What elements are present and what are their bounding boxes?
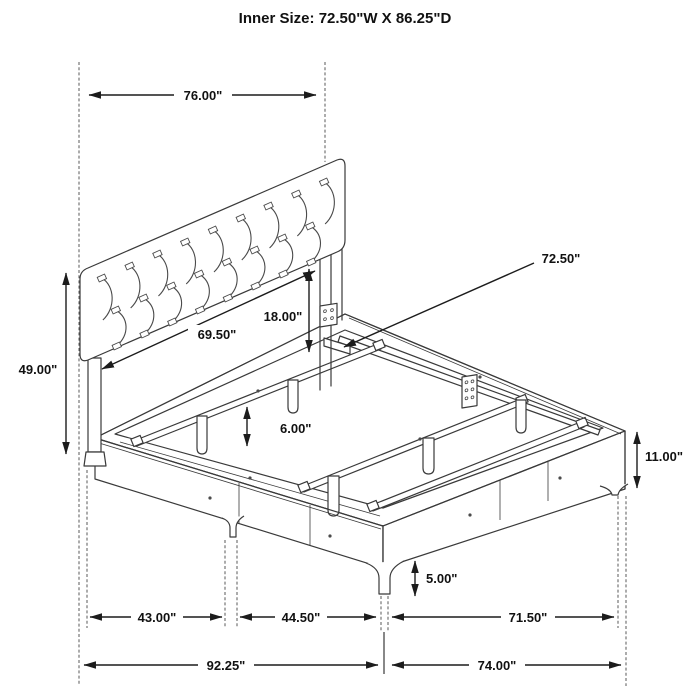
screw-dot [208, 496, 211, 499]
dim-label-frame-side-height: 11.00" [645, 449, 683, 464]
dimension-front-leg-height [415, 561, 457, 596]
dim-label-bottom-left: 43.00" [137, 610, 177, 625]
dim-label-headboard-inner-width: 69.50" [197, 327, 237, 342]
dimension-overall-length [84, 656, 378, 673]
dim-label-headboard-height: 49.00" [18, 362, 58, 377]
dim-label-headboard-panel-height: 18.00" [263, 309, 303, 324]
slat-leg-cylinder [197, 416, 207, 454]
dim-label-slat-leg-height: 6.00" [280, 421, 312, 436]
center-bracket [462, 375, 477, 408]
bed-frame [95, 314, 625, 568]
screw-dot [468, 513, 471, 516]
dim-label-front-leg-height: 5.00" [426, 571, 458, 586]
dim-label-inner-width: 72.50" [541, 251, 581, 266]
screw-dot [558, 476, 561, 479]
side-rail-leg [222, 516, 244, 537]
dim-label-overall-width: 74.00" [477, 658, 517, 673]
dimension-bottom-middle [240, 608, 376, 625]
dimension-headboard-height [19, 273, 66, 454]
dim-label-bottom-right: 71.50" [508, 610, 548, 625]
dim-label-bottom-middle: 44.50" [281, 610, 321, 625]
screw-dot [256, 389, 259, 392]
screw-dot [248, 476, 251, 479]
dimension-top-width [89, 86, 316, 104]
dimension-overall-width [392, 656, 621, 673]
screw-dot [328, 534, 331, 537]
slat-leg-cylinder [423, 438, 434, 474]
slat-leg-cylinder [516, 400, 526, 433]
dimension-bottom-left [90, 608, 222, 625]
left-leg-foot [84, 452, 106, 466]
dimension-bottom-right [392, 608, 614, 625]
screw-dot [418, 437, 421, 440]
diagram-title: Inner Size: 72.50"W X 86.25"D [238, 10, 452, 27]
dim-label-overall-length: 92.25" [206, 658, 246, 673]
headboard-bracket [320, 303, 337, 327]
screw-dot [478, 375, 481, 378]
dimension-frame-side-height [637, 432, 683, 488]
front-leg [366, 561, 404, 594]
dim-label-top-width: 76.00" [183, 88, 223, 103]
slat-leg-cylinder [288, 380, 298, 413]
